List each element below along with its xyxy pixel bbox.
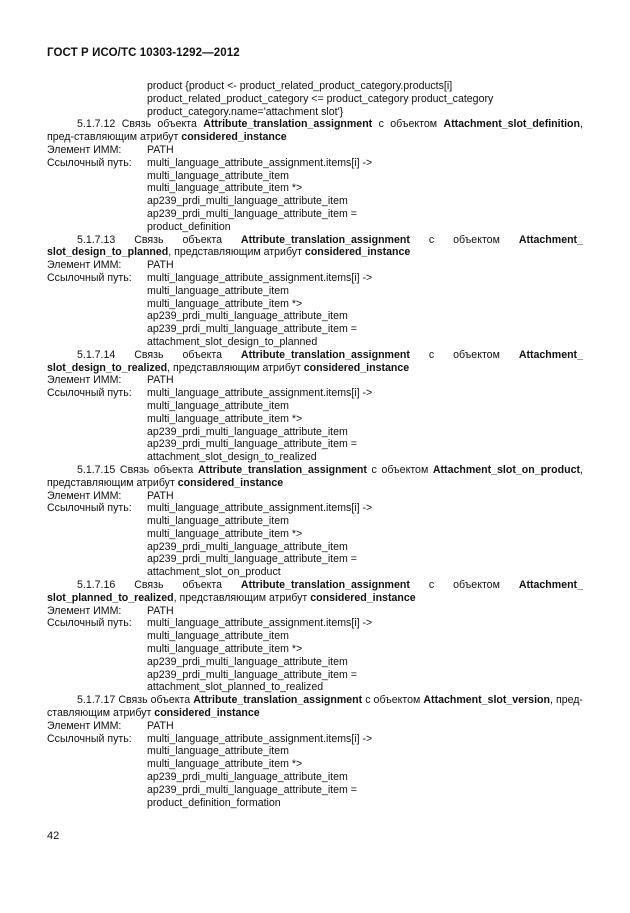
target-entity-name: Attachment_slot_definition — [443, 118, 581, 131]
document-header: ГОСТ Р ИСО/ТС 10303-1292—2012 — [47, 47, 240, 59]
attribute-name: considered_instance — [310, 591, 416, 604]
clause-number: 5.1.7.15 — [77, 463, 116, 476]
clause-number: 5.1.7.12 — [77, 118, 116, 131]
element-label: Элемент ИММ: — [47, 259, 122, 272]
entity-name: Attribute_translation_assignment — [240, 579, 410, 592]
path-row — [47, 502, 583, 515]
path-label: Ссылочный путь: — [47, 387, 132, 400]
clause-title — [47, 234, 583, 260]
path-line: multi_language_attribute_item *> — [147, 758, 303, 771]
clause-title — [47, 694, 583, 720]
path-line: multi_language_attribute_assignment.items[i] -> — [147, 387, 373, 400]
clause-text: с объектом — [371, 463, 429, 476]
element-label: Элемент ИММ: — [47, 719, 122, 732]
clause-text: с объектом — [378, 118, 438, 131]
clause-text: Связь объекта — [134, 233, 222, 246]
path-line: multi_language_attribute_item — [147, 630, 289, 643]
target-entity-name: Attachment_slot_version — [423, 694, 550, 707]
path-line: multi_language_attribute_item — [147, 169, 289, 182]
path-line: multi_language_attribute_item *> — [147, 297, 303, 310]
path-line: multi_language_attribute_assignment.items[i] -> — [147, 271, 373, 284]
path-line: multi_language_attribute_assignment.items[i] -> — [147, 502, 373, 515]
continuation-line: product_related_product_category <= product_category product_category — [147, 92, 494, 105]
path-line: ap239_prdi_multi_language_attribute_item = — [147, 207, 357, 220]
path-line: multi_language_attribute_item — [147, 284, 289, 297]
continuation-line: product {product <- product_related_product_category.products[i] — [147, 80, 453, 92]
clause-section — [47, 694, 583, 809]
attribute-name: considered_instance — [154, 707, 260, 720]
path-label: Ссылочный путь: — [47, 271, 132, 284]
path-label: Ссылочный путь: — [47, 617, 132, 630]
clause-text: , представляющим атрибут — [173, 591, 308, 604]
clause-title — [47, 118, 583, 144]
element-label: Элемент ИММ: — [47, 374, 122, 387]
clause-title — [47, 464, 583, 490]
document-body — [47, 80, 583, 809]
entity-name: Attribute_translation_assignment — [197, 463, 367, 476]
element-value: PATH — [147, 604, 174, 617]
entity-name: Attribute_translation_assignment — [240, 348, 410, 361]
clause-section — [47, 579, 583, 694]
path-line: multi_language_attribute_item — [147, 515, 289, 528]
element-value: PATH — [147, 489, 174, 502]
path-line: product_definition_formation — [147, 796, 281, 809]
path-row — [47, 617, 583, 630]
attribute-name: considered_instance — [303, 361, 410, 374]
continuation-line: product_category.name='attachment slot'} — [147, 105, 344, 118]
path-row — [47, 733, 583, 746]
clause-text: , представляющим атрибут — [168, 246, 302, 259]
path-label: Ссылочный путь: — [47, 502, 132, 515]
attribute-name: considered_instance — [181, 131, 287, 144]
entity-name: Attribute_translation_assignment — [203, 118, 373, 131]
path-line: ap239_prdi_multi_language_attribute_item — [147, 425, 348, 438]
element-row — [47, 374, 583, 387]
clause-text: , пред-ставляющим атрибут — [47, 118, 583, 144]
path-row — [47, 272, 583, 285]
path-label: Ссылочный путь: — [47, 732, 132, 745]
clause-text: с объектом — [428, 579, 500, 592]
path-line: ap239_prdi_multi_language_attribute_item = — [147, 438, 357, 451]
clause-text: Связь объекта — [121, 118, 197, 131]
path-line: ap239_prdi_multi_language_attribute_item — [147, 655, 348, 668]
element-row — [47, 605, 583, 618]
path-line: multi_language_attribute_item — [147, 399, 289, 412]
clause-text: , представляющим атрибут — [47, 463, 583, 489]
entity-name: Attribute_translation_assignment — [193, 694, 363, 707]
element-row — [47, 144, 583, 157]
element-label: Элемент ИММ: — [47, 489, 122, 502]
path-line: multi_language_attribute_item *> — [147, 412, 303, 425]
path-line: ap239_prdi_multi_language_attribute_item = — [147, 668, 357, 681]
path-row — [47, 157, 583, 170]
element-value: PATH — [147, 259, 174, 272]
path-line: attachment_slot_planned_to_realized — [147, 681, 324, 694]
path-line: multi_language_attribute_item *> — [147, 182, 303, 195]
clause-text: с объектом — [428, 348, 500, 361]
path-line: ap239_prdi_multi_language_attribute_item = — [147, 553, 357, 566]
element-value: PATH — [147, 143, 174, 156]
clause-text: Связь объекта — [134, 348, 222, 361]
target-entity-name: Attachment_slot_on_product — [432, 463, 581, 476]
element-value: PATH — [147, 719, 174, 732]
clause-text: Связь объекта — [134, 579, 222, 592]
element-value: PATH — [147, 374, 174, 387]
clause-section — [47, 349, 583, 464]
clause-title — [47, 349, 583, 375]
path-line: ap239_prdi_multi_language_attribute_item — [147, 310, 348, 323]
path-line: multi_language_attribute_assignment.items[i] -> — [147, 156, 373, 169]
element-row — [47, 259, 583, 272]
target-entity-name: Attachment_ slot_planned_to_realized — [47, 579, 583, 604]
page-number: 42 — [47, 830, 60, 842]
path-line: ap239_prdi_multi_language_attribute_item — [147, 540, 348, 553]
path-line: multi_language_attribute_assignment.items[i] -> — [147, 732, 373, 745]
element-row — [47, 720, 583, 733]
clause-section — [47, 118, 583, 233]
attribute-name: considered_instance — [304, 246, 411, 259]
clause-number: 5.1.7.13 — [77, 233, 116, 246]
path-line: attachment_slot_on_product — [147, 566, 281, 579]
clause-text: Связь объекта — [119, 463, 194, 476]
target-entity-name: Attachment_ slot_design_to_realized — [47, 348, 583, 374]
continuation-block — [47, 80, 583, 118]
path-line: multi_language_attribute_assignment.items[i] -> — [147, 617, 373, 630]
path-line: ap239_prdi_multi_language_attribute_item — [147, 195, 348, 208]
clause-number: 5.1.7.14 — [77, 348, 116, 361]
path-line: multi_language_attribute_item *> — [147, 643, 303, 656]
clause-text: , представляющим атрибут — [167, 361, 301, 374]
target-entity-name: Attachment_ slot_design_to_planned — [47, 233, 583, 259]
path-row — [47, 387, 583, 400]
path-line: ap239_prdi_multi_language_attribute_item = — [147, 323, 357, 336]
path-line: attachment_slot_design_to_planned — [147, 335, 318, 348]
clause-text: Связь объекта — [118, 694, 191, 707]
path-line: multi_language_attribute_item *> — [147, 527, 303, 540]
clause-text: с объектом — [428, 233, 500, 246]
attribute-name: considered_instance — [177, 476, 284, 489]
sections-list — [47, 118, 583, 809]
path-line: product_definition — [147, 220, 231, 233]
entity-name: Attribute_translation_assignment — [240, 233, 410, 246]
path-line: ap239_prdi_multi_language_attribute_item — [147, 771, 348, 784]
path-label: Ссылочный путь: — [47, 156, 132, 169]
element-row — [47, 490, 583, 503]
clause-text: , пред-ставляющим атрибут — [47, 694, 583, 720]
path-line: multi_language_attribute_item — [147, 745, 289, 758]
clause-title — [47, 579, 583, 605]
clause-section — [47, 234, 583, 349]
clause-section — [47, 464, 583, 579]
clause-number: 5.1.7.16 — [77, 579, 116, 592]
clause-text: с объектом — [365, 694, 421, 707]
clause-number: 5.1.7.17 — [77, 694, 116, 707]
element-label: Элемент ИММ: — [47, 604, 122, 617]
element-label: Элемент ИММ: — [47, 143, 122, 156]
path-line: ap239_prdi_multi_language_attribute_item = — [147, 783, 357, 796]
path-line: attachment_slot_design_to_realized — [147, 451, 317, 464]
